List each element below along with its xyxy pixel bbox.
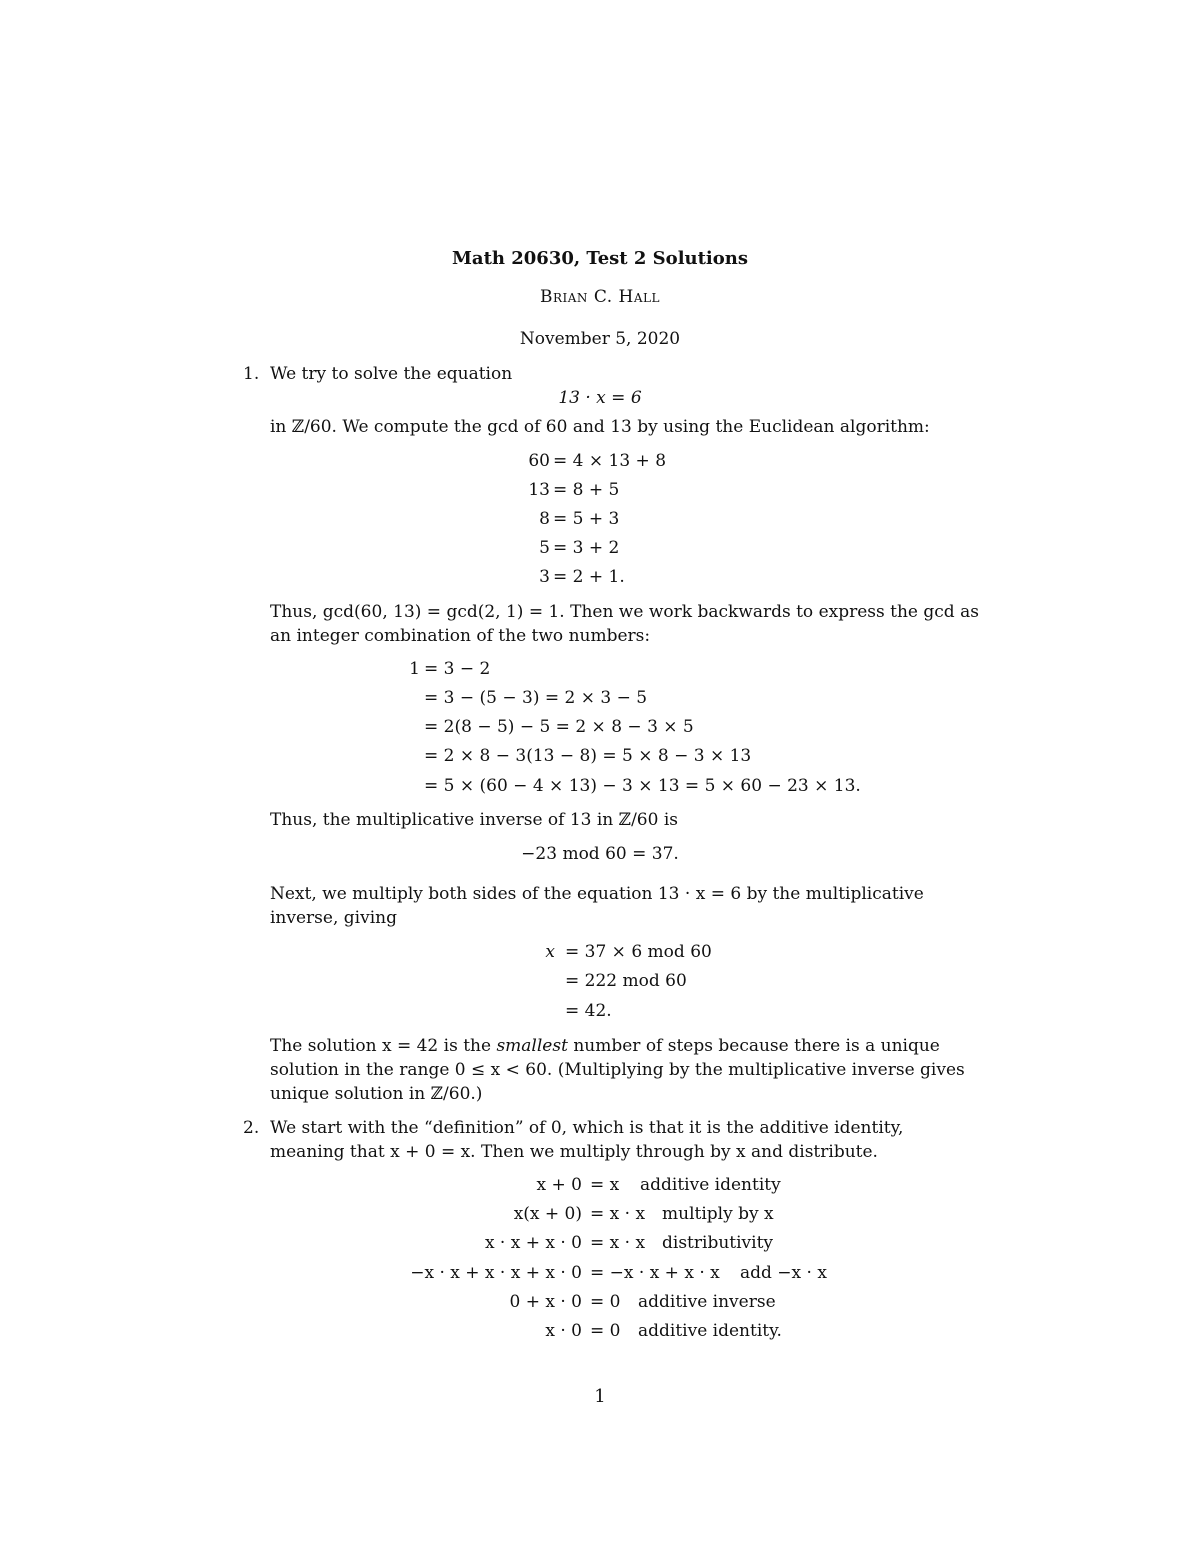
document-title: Math 20630, Test 2 Solutions (451, 248, 748, 269)
step-lhs: x + 0 (536, 1175, 582, 1195)
step-lhs: x · x + x · 0 (484, 1233, 582, 1253)
problem-1-line2: in ℤ/60. We compute the gcd of 60 and 13 by using the Euclidean algorithm: (270, 417, 930, 437)
step-reason: multiply by x (662, 1204, 774, 1224)
solve-rhs: = 42. (565, 1001, 612, 1021)
euclid-rhs: = 2 + 1. (553, 567, 625, 587)
page-number: 1 (594, 1386, 606, 1407)
step-rhs: = x · x (590, 1233, 646, 1253)
euclid-rhs: = 3 + 2 (553, 538, 620, 558)
document-date: November 5, 2020 (519, 329, 681, 349)
step-rhs: = 0 (590, 1321, 621, 1341)
next-paragraph: Next, we multiply both sides of the equation 13 · x = 6 by the multiplicative inverse, giving (270, 884, 924, 928)
euclid-rhs: = 4 × 13 + 8 (553, 451, 667, 471)
problem-1-number: 1. (243, 364, 260, 384)
step-rhs: = 0 (590, 1292, 621, 1312)
thus-gcd-paragraph: Thus, gcd(60, 13) = gcd(2, 1) = 1. Then we work backwards to express the gcd as an integer combination of the two numbers: (270, 602, 979, 646)
step-lhs: 0 + x · 0 (509, 1292, 582, 1312)
conclusion-text-b: number of steps because there is a unique solution in the range 0 ≤ x < 60. (Multiplying by the multiplicative inverse gives unique solution in ℤ/60.) (270, 1036, 965, 1104)
euclid-lhs: 3 (539, 567, 550, 587)
step-rhs: = −x · x + x · x (590, 1263, 720, 1283)
step-rhs: = x · x (590, 1204, 646, 1224)
step-reason: additive inverse (638, 1292, 776, 1312)
problem-1-equation: 13 · x = 6 (558, 388, 642, 408)
back-lhs: 1 (409, 659, 420, 679)
conclusion-text-a: The solution x = 42 is the (270, 1036, 497, 1056)
problem-1-intro: We try to solve the equation (270, 364, 513, 384)
euclid-rhs: = 5 + 3 (553, 509, 620, 529)
euclid-lhs: 8 (539, 509, 550, 529)
thus-inverse-line: Thus, the multiplicative inverse of 13 in ℤ/60 is (270, 810, 678, 830)
back-rhs: = 5 × (60 − 4 × 13) − 3 × 13 = 5 × 60 − 23 × 13. (424, 776, 861, 796)
problem-2-number: 2. (243, 1118, 260, 1138)
euclid-lhs: 5 (539, 538, 550, 558)
solve-rhs: = 37 × 6 mod 60 (565, 942, 712, 962)
step-reason: additive identity. (638, 1321, 782, 1341)
step-reason: distributivity (662, 1233, 774, 1253)
step-lhs: x(x + 0) (513, 1204, 582, 1224)
conclusion-emphasis: smallest (496, 1036, 568, 1056)
solve-lhs: x (545, 942, 555, 962)
step-lhs: −x · x + x · x + x · 0 (410, 1263, 582, 1283)
euclid-lhs: 60 (528, 451, 550, 471)
problem-2-intro: We start with the “definition” of 0, which is that it is the additive identity, meaning that x + 0 = x. Then we multiply through by x and distribute. (270, 1118, 904, 1162)
author-name: Brian C. Hall (540, 287, 660, 307)
back-rhs: = 2(8 − 5) − 5 = 2 × 8 − 3 × 5 (424, 717, 694, 737)
solve-rhs: = 222 mod 60 (565, 971, 687, 991)
euclid-rhs: = 8 + 5 (553, 480, 620, 500)
inverse-equation: −23 mod 60 = 37. (521, 844, 679, 864)
euclid-lhs: 13 (528, 480, 550, 500)
step-lhs: x · 0 (545, 1321, 582, 1341)
step-rhs: = x (590, 1175, 620, 1195)
back-rhs: = 3 − 2 (424, 659, 491, 679)
back-rhs: = 2 × 8 − 3(13 − 8) = 5 × 8 − 3 × 13 (424, 746, 752, 766)
conclusion-paragraph (270, 1034, 980, 1106)
back-rhs: = 3 − (5 − 3) = 2 × 3 − 5 (424, 688, 648, 708)
step-reason: additive identity (640, 1175, 781, 1195)
step-reason: add −x · x (740, 1263, 827, 1283)
